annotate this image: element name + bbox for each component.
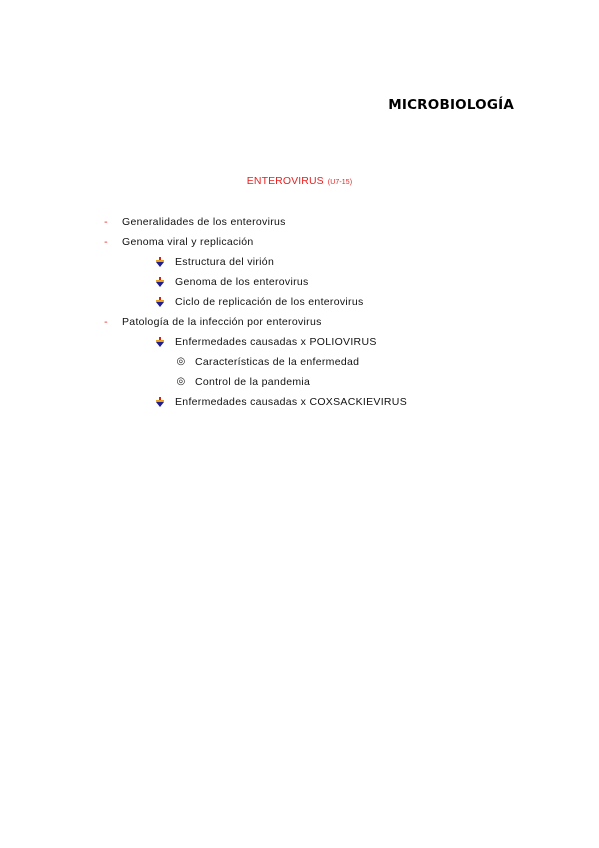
section-title — [0, 175, 599, 187]
topic-outline — [0, 212, 599, 412]
circle-bullet-icon: ◎ — [176, 356, 186, 367]
outline-subsubitem — [0, 352, 599, 372]
outline-item-text: Patología de la infección por enterovirus — [122, 316, 322, 328]
section-title-text: ENTEROVIRUS — [246, 175, 324, 187]
circle-bullet-icon: ◎ — [176, 376, 186, 387]
outline-item-text: Genoma viral y replicación — [122, 236, 254, 248]
page-title: MICROBIOLOGÍA — [388, 97, 514, 113]
outline-subitem — [0, 272, 599, 292]
outline-subitem-text: Enfermedades causadas x POLIOVIRUS — [175, 336, 377, 348]
outline-item — [0, 232, 599, 252]
outline-subitem — [0, 252, 599, 272]
dash-bullet: - — [104, 236, 108, 248]
outline-subsubitem-text: Características de la enfermedad — [195, 356, 360, 368]
outline-subitem-text: Estructura del virión — [175, 256, 275, 268]
outline-item-text: Generalidades de los enterovirus — [122, 216, 286, 228]
outline-subsubitem-text: Control de la pandemia — [195, 376, 311, 388]
dash-bullet: - — [104, 316, 108, 328]
outline-subitem — [0, 292, 599, 312]
outline-subitem — [0, 332, 599, 352]
section-date: (U7-15) — [327, 179, 353, 186]
outline-item — [0, 312, 599, 332]
dash-bullet: - — [104, 216, 108, 228]
outline-subitem-text: Ciclo de replicación de los enterovirus — [175, 296, 364, 308]
outline-subitem-text: Genoma de los enterovirus — [175, 276, 309, 288]
outline-subitem-text: Enfermedades causadas x COXSACKIEVIRUS — [175, 396, 407, 408]
outline-subsubitem — [0, 372, 599, 392]
outline-item — [0, 212, 599, 232]
outline-subitem — [0, 392, 599, 412]
